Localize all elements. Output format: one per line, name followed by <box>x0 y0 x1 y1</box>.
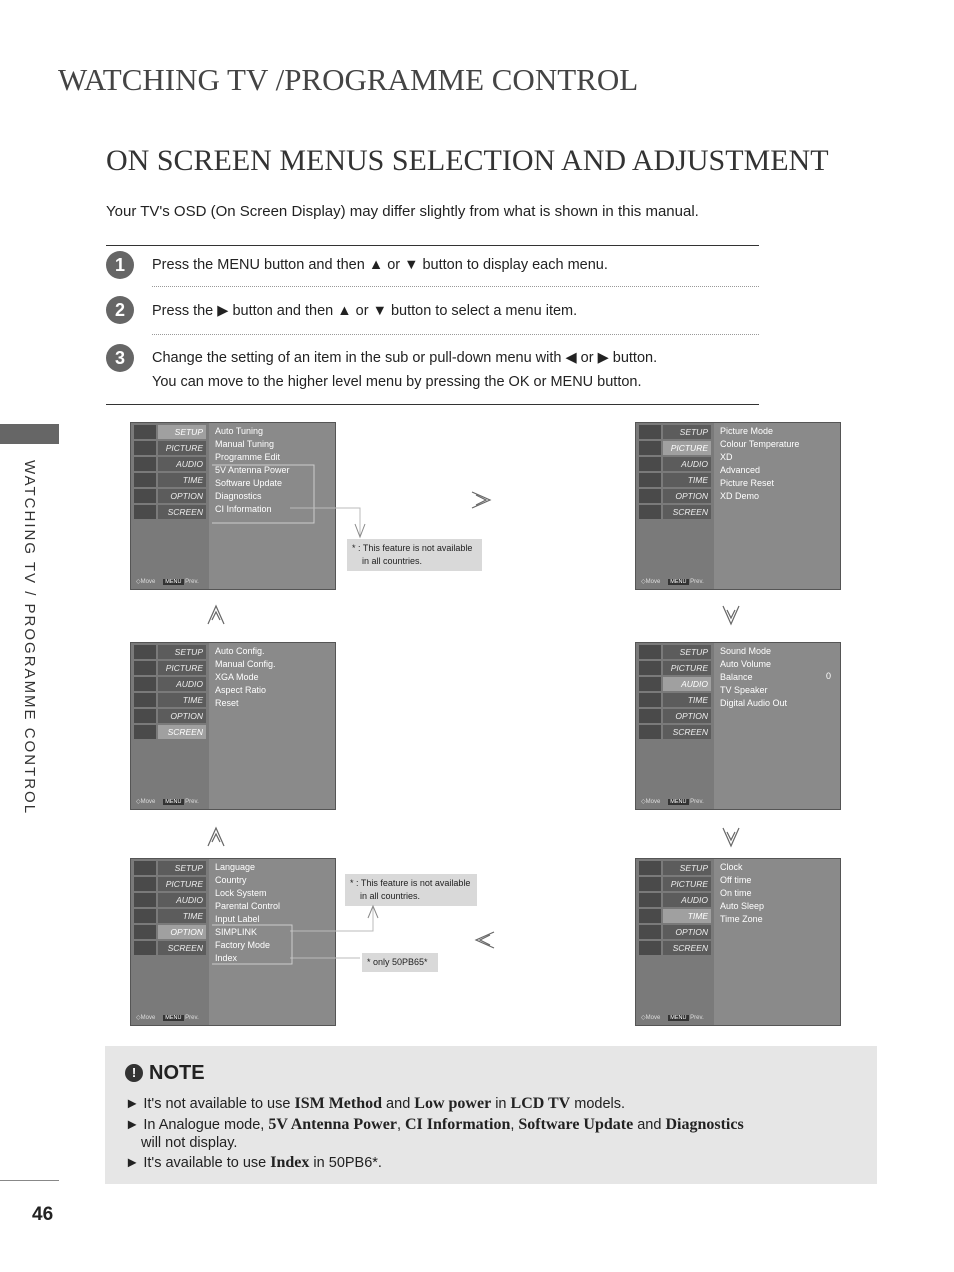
note-line-2 <box>125 1115 744 1135</box>
note-term: Index <box>270 1154 310 1171</box>
note-text: , <box>510 1117 519 1133</box>
menu-item[interactable]: Auto Sleep <box>720 901 765 911</box>
menu-item[interactable]: Input Label <box>215 914 260 924</box>
menu-item[interactable]: Parental Control <box>215 901 281 911</box>
footer-move: Move <box>140 579 156 585</box>
menu-category[interactable]: AUDIO <box>663 893 711 907</box>
note-text: in 50PB6*. <box>309 1155 382 1171</box>
menu-category[interactable]: PICTURE <box>663 441 711 455</box>
menu-item[interactable]: Language <box>215 862 256 872</box>
note-text: , <box>396 1117 405 1133</box>
menu-item[interactable]: Software Update <box>215 478 283 488</box>
menu-item[interactable]: Manual Config. <box>215 659 276 669</box>
menu-category[interactable]: SCREEN <box>158 725 206 739</box>
footer-prev: Prev. <box>690 799 704 805</box>
note-text: ► It's available to use <box>125 1155 271 1171</box>
step-text: Change the setting of an item in the sub or pull-down menu with ◀ or ▶ button. <box>152 350 658 366</box>
menu-item[interactable]: Clock <box>720 862 743 872</box>
note-text: and <box>633 1117 666 1133</box>
menu-item[interactable]: Auto Config. <box>215 646 265 656</box>
menu-category[interactable]: OPTION <box>663 709 711 723</box>
menu-category[interactable]: TIME <box>158 473 206 487</box>
callout-line: in all countries. <box>362 556 423 566</box>
note-line-3 <box>141 1134 237 1153</box>
menu-category[interactable]: PICTURE <box>158 441 206 455</box>
footer-move: Move <box>140 1015 156 1021</box>
footer-prev: Prev. <box>185 799 199 805</box>
footer-prev: Prev. <box>185 579 199 585</box>
menu-item[interactable]: Off time <box>720 875 752 885</box>
menu-category[interactable]: SETUP <box>663 425 711 439</box>
menu-category[interactable]: SCREEN <box>663 505 711 519</box>
page-header: WATCHING TV /PROGRAMME CONTROL <box>58 62 639 97</box>
menu-category[interactable]: OPTION <box>158 489 206 503</box>
menu-item[interactable]: XD <box>720 452 733 462</box>
note-text: will not display. <box>141 1135 238 1151</box>
footer-prev: Prev. <box>185 1015 199 1021</box>
menu-item[interactable]: Index <box>215 953 238 963</box>
side-label: WATCHING TV / PROGRAMME CONTROL <box>21 460 38 816</box>
step-text: Press the MENU button and then ▲ or ▼ button to display each menu. <box>152 257 608 273</box>
menu-category[interactable]: OPTION <box>158 925 206 939</box>
menu-category[interactable]: AUDIO <box>663 677 711 691</box>
footer-prev: Prev. <box>690 579 704 585</box>
menu-category[interactable]: SCREEN <box>158 505 206 519</box>
menu-category[interactable]: SETUP <box>158 861 206 875</box>
note-text: and <box>382 1096 415 1112</box>
menu-category[interactable]: AUDIO <box>663 457 711 471</box>
menu-item[interactable]: Country <box>215 875 247 885</box>
left-arrow-icon <box>476 932 494 948</box>
footer-move: Move <box>645 1015 661 1021</box>
menu-category[interactable]: PICTURE <box>663 661 711 675</box>
callout-line: * : This feature is not available <box>352 543 473 553</box>
note-term: Diagnostics <box>665 1116 744 1133</box>
note-line-4 <box>125 1153 382 1173</box>
note-line-1 <box>125 1094 625 1114</box>
menu-category[interactable]: AUDIO <box>158 457 206 471</box>
menu-item[interactable]: Advanced <box>720 465 761 475</box>
menu-item[interactable]: XGA Mode <box>215 672 259 682</box>
note-text: in <box>491 1096 511 1112</box>
menu-item[interactable]: 5V Antenna Power <box>215 465 290 475</box>
menu-item[interactable]: Balance <box>720 672 753 682</box>
note-term: Low power <box>414 1095 492 1112</box>
menu-key-icon: MENU <box>670 579 687 585</box>
note-term: LCD TV <box>510 1095 571 1112</box>
menu-category[interactable]: PICTURE <box>158 661 206 675</box>
note-text: models. <box>570 1096 626 1112</box>
menu-item[interactable]: CI Information <box>215 504 272 514</box>
menu-item[interactable]: SIMPLINK <box>215 927 258 937</box>
right-arrow-icon <box>472 492 490 508</box>
menu-footer: ◇Move MENU Prev. <box>136 579 199 585</box>
section-subtitle: Your TV's OSD (On Screen Display) may differ slightly from what is shown in this manual. <box>106 203 699 220</box>
menu-item[interactable]: Diagnostics <box>215 491 262 501</box>
menu-category[interactable]: PICTURE <box>663 877 711 891</box>
connector-line <box>290 906 373 931</box>
note-text: ► It's not available to use <box>125 1096 295 1112</box>
menu-item[interactable]: Reset <box>215 698 239 708</box>
menu-category[interactable]: SETUP <box>663 861 711 875</box>
menu-category[interactable]: SCREEN <box>158 941 206 955</box>
menu-item[interactable]: Sound Mode <box>720 646 772 656</box>
menu-key-icon: MENU <box>165 799 182 805</box>
menu-item[interactable]: On time <box>720 888 752 898</box>
callout-line: * : This feature is not available <box>350 878 471 888</box>
note-text: ► In Analogue mode, <box>125 1117 269 1133</box>
note-title: NOTE <box>149 1062 205 1084</box>
up-arrow-icon <box>208 828 224 846</box>
callout-line: in all countries. <box>360 891 421 901</box>
menu-category[interactable]: OPTION <box>663 925 711 939</box>
menu-category[interactable]: SCREEN <box>663 725 711 739</box>
menu-item[interactable]: Colour Temperature <box>720 439 800 449</box>
footer-prev: Prev. <box>690 1015 704 1021</box>
step-number: 3 <box>106 344 134 372</box>
note-term: Software Update <box>518 1116 634 1133</box>
menu-item[interactable]: Digital Audio Out <box>720 698 788 708</box>
bracket-line <box>212 925 292 964</box>
footer-move: Move <box>140 799 156 805</box>
down-arrow-icon <box>723 606 739 624</box>
menu-item[interactable]: Picture Mode <box>720 426 774 436</box>
menu-category[interactable]: OPTION <box>158 709 206 723</box>
menu-item[interactable]: Picture Reset <box>720 478 775 488</box>
menu-category[interactable]: AUDIO <box>158 893 206 907</box>
menu-item[interactable]: Aspect Ratio <box>215 685 267 695</box>
menu-footer: ◇Move MENU Prev. <box>136 799 199 805</box>
note-term: 5V Antenna Power <box>268 1116 397 1133</box>
menu-item[interactable]: Auto Tuning <box>215 426 264 436</box>
menu-footer: ◇Move MENU Prev. <box>641 1015 704 1021</box>
menu-item[interactable]: Manual Tuning <box>215 439 275 449</box>
menu-footer: ◇Move MENU Prev. <box>641 799 704 805</box>
menu-footer: ◇Move MENU Prev. <box>641 579 704 585</box>
footer-move: Move <box>645 579 661 585</box>
menu-item[interactable]: XD Demo <box>720 491 760 501</box>
up-arrow-icon <box>208 606 224 624</box>
menu-category[interactable]: TIME <box>158 909 206 923</box>
menu-item[interactable]: Time Zone <box>720 914 763 924</box>
menu-category[interactable]: TIME <box>663 909 711 923</box>
menu-item[interactable]: TV Speaker <box>720 685 768 695</box>
menu-footer: ◇Move MENU Prev. <box>136 1015 199 1021</box>
menu-key-icon: MENU <box>670 799 687 805</box>
menu-category[interactable]: AUDIO <box>158 677 206 691</box>
section-title: ON SCREEN MENUS SELECTION AND ADJUSTMENT <box>106 144 829 177</box>
down-arrow-icon <box>723 828 739 846</box>
bracket-line <box>212 465 314 523</box>
step-text: Press the ▶ button and then ▲ or ▼ button to select a menu item. <box>152 303 578 319</box>
note-box <box>105 1046 877 1184</box>
menu-item[interactable]: Factory Mode <box>215 940 271 950</box>
step-text: You can move to the higher level menu by pressing the OK or MENU button. <box>152 374 642 390</box>
menu-item[interactable]: Programme Edit <box>215 452 281 462</box>
menu-category[interactable]: OPTION <box>663 489 711 503</box>
menu-key-icon: MENU <box>670 1015 687 1021</box>
page-number: 46 <box>32 1204 54 1225</box>
step-number: 1 <box>106 251 134 279</box>
exclamation-icon: ! <box>125 1064 143 1082</box>
menu-category[interactable]: TIME <box>663 473 711 487</box>
balance-value: 0 <box>825 671 831 681</box>
menu-category[interactable]: SETUP <box>158 645 206 659</box>
menu-category[interactable]: TIME <box>663 693 711 707</box>
menu-category[interactable]: SCREEN <box>663 941 711 955</box>
menu-category[interactable]: SETUP <box>663 645 711 659</box>
menu-key-icon: MENU <box>165 1015 182 1021</box>
menu-item[interactable]: Auto Volume <box>720 659 772 669</box>
only-callout: * only 50PB65* <box>362 953 438 972</box>
menu-item[interactable]: Lock System <box>215 888 267 898</box>
footer-move: Move <box>645 799 661 805</box>
note-term: CI Information <box>405 1116 511 1133</box>
menu-category[interactable]: PICTURE <box>158 877 206 891</box>
menu-key-icon: MENU <box>165 579 182 585</box>
menu-category[interactable]: TIME <box>158 693 206 707</box>
menu-category[interactable]: SETUP <box>158 425 206 439</box>
note-term: ISM Method <box>294 1095 383 1112</box>
step-number: 2 <box>106 296 134 324</box>
